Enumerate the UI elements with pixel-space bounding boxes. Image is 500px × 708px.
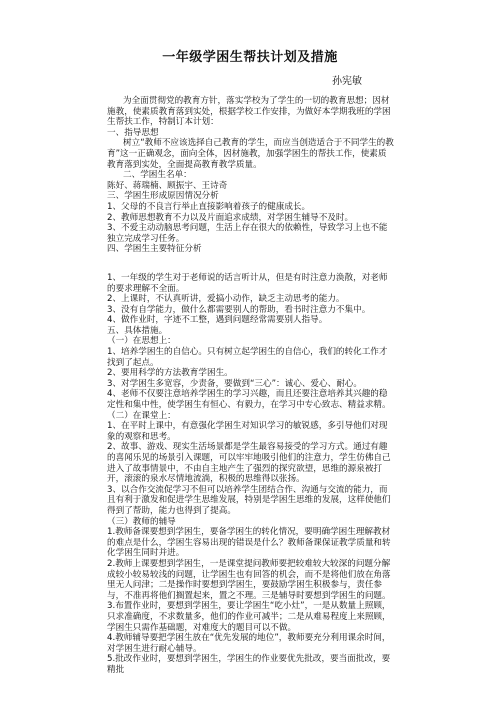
section-heading: 一、指导思想 — [107, 127, 159, 138]
list-item: 5.批改作业时，要想到学困生，学困生的作业要优先批改，要当面批改，要精批 — [107, 654, 391, 675]
list-item: 2、要用科学的方法教育学困生。 — [107, 368, 233, 379]
list-item: 3、对学困生多宽容，少责备，要做到“三心”：诚心、爱心、耐心。 — [107, 378, 362, 389]
list-item: 2、上课时，不认真听讲，爱搞小动作，缺乏主动思考的能力。 — [107, 294, 345, 305]
list-item: 1、一年级的学生对于老师说的话言听计从，但是有时注意力涣散，对老师的要求理解不全面。 — [107, 272, 388, 294]
section-heading: 五、具体措施。 — [107, 325, 168, 336]
list-item: 2、故事、游戏、现实生活场景都是学生最容易接受的学习方式。通过有趣的喜闻乐见的场景引入课题，可以牢牢地吸引他们的注意力，学生仿佛自己进入了故事情景中，不由自主地产生了强烈的探究欲望，思维的源泉被打开，滚滚的泉水尽情地流淌，积极的思维得以张扬。 — [107, 442, 391, 485]
student-list: 陈好、蒋瑞楠、顾振宇、王诗奇 — [107, 180, 228, 191]
list-item: 1.教师备课要想到学困生，要备学困生的转化情况，要明确学困生理解教材的难点是什么，学困生容易出现的错误是什么？教师备课保证教学质量和转化学困生同时并进。 — [107, 527, 391, 559]
subsection-heading: （一）在思想上： — [107, 336, 176, 347]
list-item: 2、教师思想教育不力以及片面追求成绩，对学困生辅导不及时。 — [107, 212, 354, 223]
page-title: 一年级学困生帮扶计划及措施 — [162, 50, 338, 65]
section-heading: 三、学困生形成原因情况分析 — [107, 191, 219, 202]
list-item: 1、培养学困生的自信心。只有树立起学困生的自信心，我们的转化工作才找到了起点。 — [107, 347, 388, 368]
blank-space — [107, 255, 395, 273]
subsection-heading: （三）教师的辅导 — [107, 516, 176, 527]
list-item: 3、以合作交流促学习不但可以培养学生团结合作、沟通与交流的能力，而且有利于激发和促进学生思维发展，特别是学困生思维的发展，这样使他们得到了帮助，能力也得到了提高。 — [107, 484, 391, 516]
list-item: 1、在平时上课中，有意强化学困生对知识学习的敏锐感，多引导他们对现象的观察和思考。 — [107, 421, 388, 442]
author-name: 孙宪敏 — [332, 76, 362, 87]
list-item: 3、没有自学能力，做什么都需要别人的帮助，看书时注意力不集中。 — [107, 304, 371, 315]
section-heading: 四、学困生主要特征分析 — [107, 244, 202, 255]
list-item: 1、父母的不良言行举止直接影响着孩子的健康成长。 — [107, 201, 311, 212]
list-item: 4、老师不仅要注意培养学困生的学习兴趣，而且还要注意培养其兴趣的稳定性和集中性，使学困生有恒心、有毅力，在学习中专心致志、精益求精。 — [107, 389, 391, 411]
list-item: 3.布置作业时，要想到学困生，要让学困生“吃小灶”，一是从数量上照顾，只求准确度，不求数量多，他们的作业可减半；二是从难易程度上来照顾，学困生只需作基础题，对难度大的题目可以不做。 — [107, 601, 391, 633]
list-item: 4.教师辅导要把学困生放在“优先发展的地位”，教师要充分利用课余时间，对学困生进行耐心辅导。 — [107, 633, 391, 654]
document-body — [107, 96, 395, 675]
subsection-heading: （二）在课堂上： — [107, 410, 176, 421]
intro-paragraph: 为全面贯彻党的教育方针，落实学校为了学生的一切的教育思想；因材施教，使素质教育落到实处，根据学校工作安排，为做好本学期我班的学困生帮扶工作，特制订本计划： — [107, 96, 391, 128]
section-heading: 二、学困生名单： — [123, 170, 192, 181]
list-item: 3、不爱主动动脑思考问题，生活上存在很大的依赖性，导致学习上也不能独立完成学习任务。 — [107, 223, 388, 244]
list-item: 4、做作业时，字迹不工整，遇到问题经常需要别人指导。 — [107, 315, 328, 326]
list-item: 2.教师上课要想到学困生，一是课堂提问教师要把较难较大较深的问题分解成较小较易较浅的问题，让学困生也有回答的机会，而不是将他们放在角落里无人问津；二是操作时要想到学困生，要鼓励学困生积极参与，责任参与，不准再将他们搁置起来，置之不理。三是辅导时要想到学困生的问题。 — [107, 558, 391, 601]
paragraph: 树立“教师不应该选择自己教育的学生，而应当创造适合于不同学生的教育”这一正确观念，面向全体，因材施教，加强学困生的帮扶工作，使素质教育落到实处，全面提高教育教学质量。 — [107, 138, 394, 170]
